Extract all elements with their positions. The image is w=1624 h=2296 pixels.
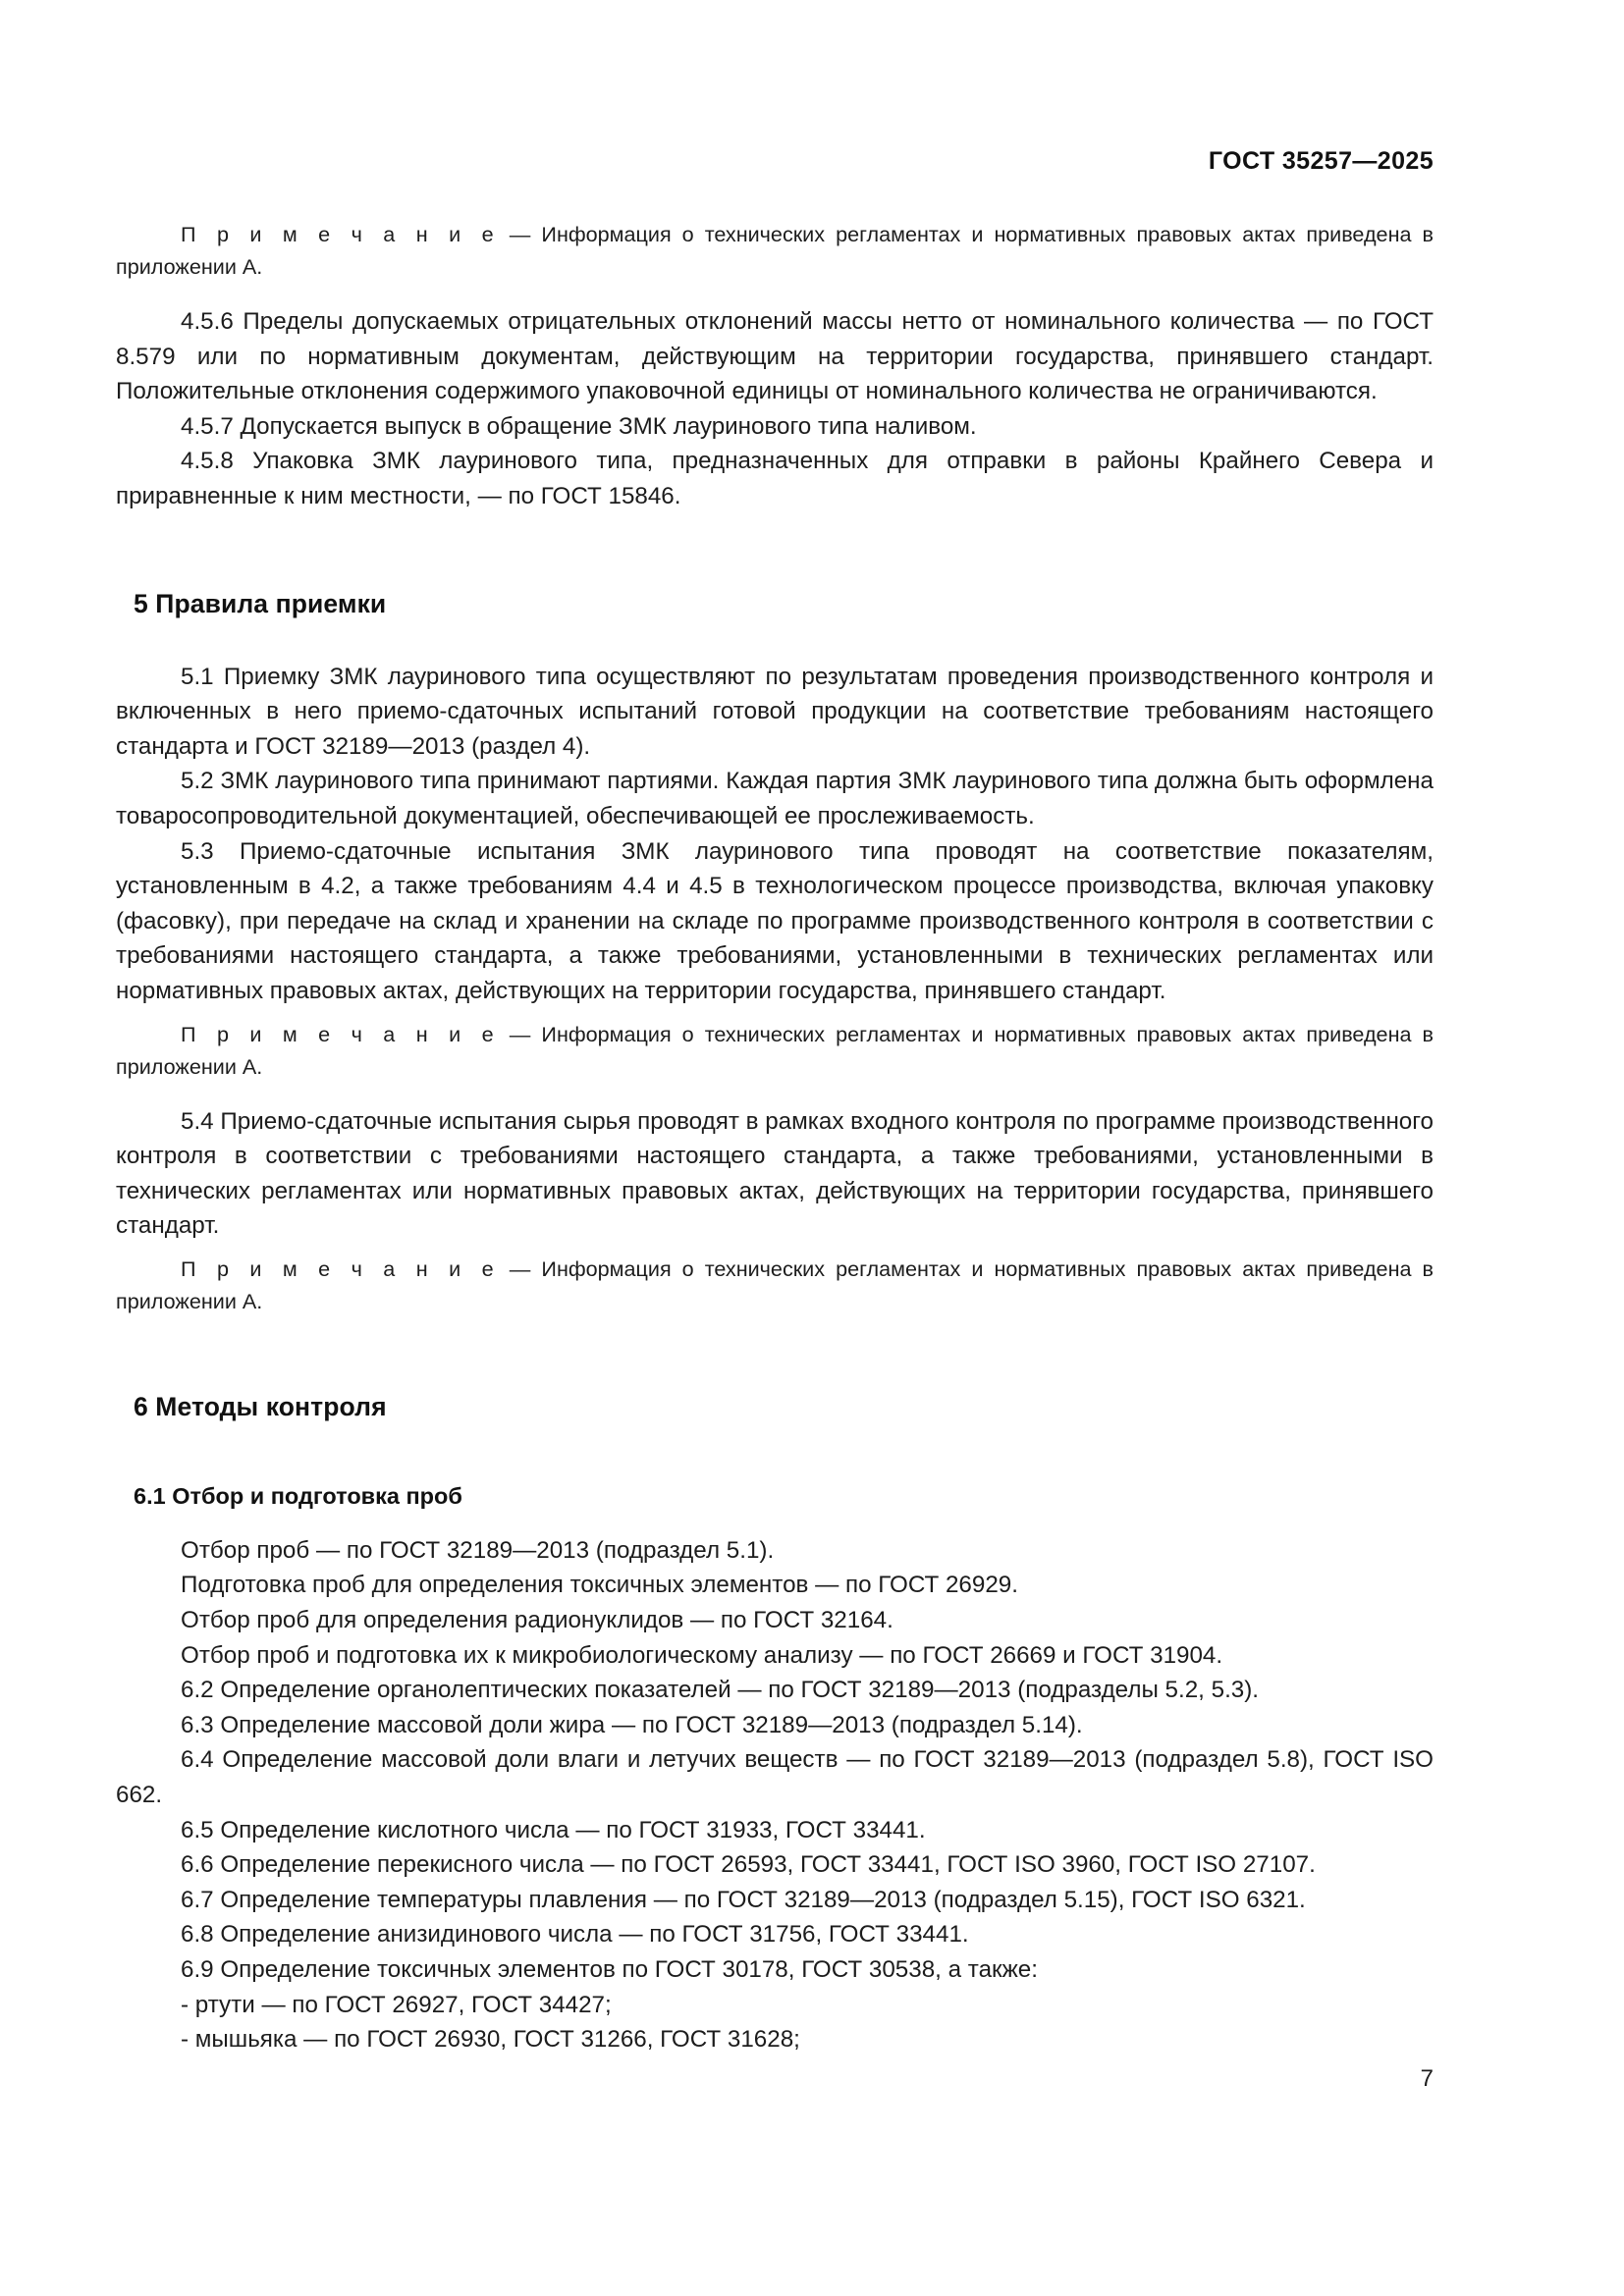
spacer bbox=[116, 283, 1434, 304]
spacer bbox=[116, 1423, 1434, 1480]
sampling-line-2: Подготовка проб для определения токсичных элементов — по ГОСТ 26929. bbox=[181, 1572, 1018, 1599]
clause-6-9: 6.9 Определение токсичных элементов по ГОСТ 30178, ГОСТ 30538, а также: bbox=[181, 1956, 1038, 1983]
note-block-1 bbox=[116, 218, 1434, 283]
toxic-element-item-mercury: - ртути — по ГОСТ 26927, ГОСТ 34427; bbox=[181, 1991, 612, 2018]
note-label-1: П р и м е ч а н и е bbox=[181, 222, 499, 246]
sampling-line-4: Отбор проб и подготовка их к микробиологическому анализу — по ГОСТ 26669 и ГОСТ 31904. bbox=[181, 1641, 1223, 1669]
clause-4-5-8: 4.5.8 Упаковка ЗМК лауринового типа, предназначенных для отправки в районы Крайнего Севера и приравненные к ним местности, — по ГОСТ 15846. bbox=[116, 448, 1434, 509]
spacer bbox=[116, 620, 1434, 660]
spacer bbox=[116, 1009, 1434, 1018]
section-heading-5: 5 Правила приемки bbox=[134, 588, 387, 618]
clause-6-3: 6.3 Определение массовой доли жира — по ГОСТ 32189—2013 (подраздел 5.14). bbox=[181, 1711, 1083, 1738]
clause-4-5-7: 4.5.7 Допускается выпуск в обращение ЗМК лауринового типа наливом. bbox=[181, 412, 977, 440]
spacer bbox=[116, 514, 1434, 587]
spacer bbox=[116, 1512, 1434, 1533]
page-number: 7 bbox=[1420, 2065, 1434, 2092]
note-text-3: — Информация о технических регламентах и нормативных правовых актах приведена в приложении А. bbox=[116, 1255, 1435, 1313]
note-label-3: П р и м е ч а н и е bbox=[181, 1255, 499, 1281]
page-content bbox=[116, 218, 1434, 2057]
sampling-line-1: Отбор проб — по ГОСТ 32189—2013 (подраздел 5.1). bbox=[181, 1536, 775, 1564]
clause-6-8: 6.8 Определение анизидинового числа — по ГОСТ 31756, ГОСТ 33441. bbox=[181, 1921, 969, 1949]
clause-6-7: 6.7 Определение температуры плавления — по ГОСТ 32189—2013 (подраздел 5.15), ГОСТ ISO 6321. bbox=[181, 1886, 1306, 1913]
clause-6-4: 6.4 Определение массовой доли влаги и летучих веществ — по ГОСТ 32189—2013 (подраздел 5.8), ГОСТ ISO 662. bbox=[116, 1746, 1434, 1809]
clause-5-2: 5.2 ЗМК лауринового типа принимают партиями. Каждая партия ЗМК лауринового типа должна быть оформлена товаросопроводительной документацией, обеспечивающей ее прослеживаемость. bbox=[116, 768, 1434, 829]
toxic-element-item-arsenic: - мышьяка — по ГОСТ 26930, ГОСТ 31266, ГОСТ 31628; bbox=[181, 2026, 800, 2054]
note-block-2 bbox=[116, 1018, 1434, 1083]
note-block-3 bbox=[116, 1253, 1434, 1317]
clause-6-2: 6.2 Определение органолептических показателей — по ГОСТ 32189—2013 (подразделы 5.2, 5.3). bbox=[181, 1677, 1260, 1704]
spacer bbox=[116, 1083, 1434, 1104]
spacer bbox=[116, 1317, 1434, 1390]
clause-6-6: 6.6 Определение перекисного числа — по ГОСТ 26593, ГОСТ 33441, ГОСТ ISO 3960, ГОСТ ISO 27107. bbox=[181, 1851, 1316, 1879]
clause-5-1: 5.1 Приемку ЗМК лауринового типа осуществляют по результатам проведения производственного контроля и включенных в него приемо-сдаточных испытаний готовой продукции на соответствие требованиям настоящего стандарта и ГОСТ 32189—2013 (раздел 4). bbox=[116, 663, 1434, 760]
clause-4-5-6: 4.5.6 Пределы допускаемых отрицательных отклонений массы нетто от номинального количества — по ГОСТ 8.579 или по нормативным документам, действующим на территории государства, принявшего стандарт. Положительные отклонения содержимого упаковочной единицы от номинального количества не ограничиваются. bbox=[116, 308, 1434, 405]
clause-6-5: 6.5 Определение кислотного числа — по ГОСТ 31933, ГОСТ 33441. bbox=[181, 1816, 926, 1843]
clause-5-3: 5.3 Приемо-сдаточные испытания ЗМК лауринового типа проводят на соответствие показателям, установленным в 4.2, а также требованиям 4.4 и 4.5 в технологическом процессе производства, включая упаковку (фасовку), при передаче на склад и хранении на складе по программе производственного контроля в соответствии с требованиями настоящего стандарта, а также требованиями, установленными в технических регламентах или нормативных правовых актах, действующих на территории государства, принявшего стандарт. bbox=[116, 837, 1434, 1004]
subsection-heading-6-1: 6.1 Отбор и подготовка проб bbox=[134, 1482, 462, 1509]
section-heading-6: 6 Методы контроля bbox=[134, 1391, 387, 1421]
spacer bbox=[116, 1244, 1434, 1253]
note-text-1: — Информация о технических регламентах и нормативных правовых актах приведена в приложении А. bbox=[116, 222, 1435, 279]
clause-5-4: 5.4 Приемо-сдаточные испытания сырья проводят в рамках входного контроля по программе производственного контроля в соответствии с требованиями настоящего стандарта, а также требованиями, установленными в технических регламентах или нормативных правовых актах, действующих на территории государства, принявшего стандарт. bbox=[116, 1107, 1434, 1240]
note-label-2: П р и м е ч а н и е bbox=[181, 1021, 499, 1046]
note-text-2: — Информация о технических регламентах и нормативных правовых актах приведена в приложении А. bbox=[116, 1021, 1435, 1079]
page-header-standard-id: ГОСТ 35257—2025 bbox=[1208, 147, 1434, 175]
sampling-line-3: Отбор проб для определения радионуклидов — по ГОСТ 32164. bbox=[181, 1607, 893, 1634]
